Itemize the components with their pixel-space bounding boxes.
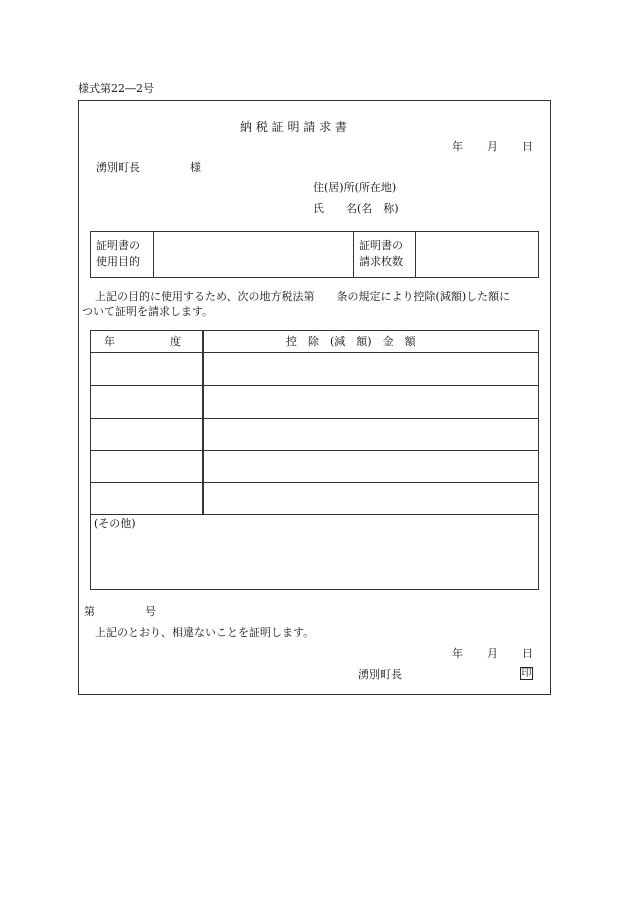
date-day: 日 bbox=[522, 140, 533, 153]
year-field-4[interactable] bbox=[91, 451, 201, 482]
amount-row-rule-5 bbox=[90, 514, 539, 515]
applicant-name-label: 氏 名(名 称) bbox=[313, 202, 399, 215]
request-text-line2: ついて証明を請求します。 bbox=[82, 305, 214, 318]
cert-statement: 上記のとおり、相違ないことを証明します。 bbox=[95, 626, 315, 639]
cert-date-year: 年 bbox=[452, 647, 463, 660]
date-year: 年 bbox=[452, 140, 463, 153]
count-label-line1: 証明書の bbox=[359, 239, 403, 252]
other-label: (その他) bbox=[94, 517, 136, 530]
count-label bbox=[359, 238, 403, 270]
count-label-line2: 請求枚数 bbox=[359, 255, 403, 268]
year-field-2[interactable] bbox=[91, 386, 201, 418]
amount-field-3[interactable] bbox=[204, 419, 538, 450]
amount-col-amount-header: 控 除 (減 額) 金 額 bbox=[286, 335, 416, 348]
year-field-5[interactable] bbox=[91, 483, 201, 514]
seal-mark: 印 bbox=[521, 668, 532, 679]
count-value-field[interactable] bbox=[416, 232, 538, 277]
cert-number-prefix: 第 bbox=[84, 605, 95, 618]
amount-field-2[interactable] bbox=[204, 386, 538, 418]
date-month: 月 bbox=[487, 140, 498, 153]
year-field-1[interactable] bbox=[91, 353, 201, 385]
applicant-address-label: 住(居)所(所在地) bbox=[313, 181, 397, 194]
amount-field-4[interactable] bbox=[204, 451, 538, 482]
form-title: 納 税 証 明 請 求 書 bbox=[240, 120, 347, 134]
addressee-honorific: 様 bbox=[190, 161, 201, 174]
form-number: 様式第22―2号 bbox=[78, 82, 154, 95]
amount-field-1[interactable] bbox=[204, 353, 538, 385]
other-field[interactable] bbox=[91, 532, 538, 589]
year-field-3[interactable] bbox=[91, 419, 201, 450]
purpose-label-line1: 証明書の bbox=[96, 239, 140, 252]
purpose-label bbox=[96, 238, 140, 270]
cert-issuer: 湧別町長 bbox=[358, 668, 402, 681]
cert-number-suffix: 号 bbox=[145, 605, 156, 618]
purpose-value-field[interactable] bbox=[154, 232, 353, 277]
cert-date-month: 月 bbox=[487, 647, 498, 660]
amount-col-year-header: 年 度 bbox=[104, 335, 181, 348]
addressee-name: 湧別町長 bbox=[96, 161, 140, 174]
request-text-line1: 上記の目的に使用するため、次の地方税法第 条の規定により控除(減額)した額に bbox=[95, 290, 511, 303]
purpose-divider-2 bbox=[353, 231, 354, 278]
cert-date-day: 日 bbox=[522, 647, 533, 660]
amount-field-5[interactable] bbox=[204, 483, 538, 514]
purpose-label-line2: 使用目的 bbox=[96, 255, 140, 268]
